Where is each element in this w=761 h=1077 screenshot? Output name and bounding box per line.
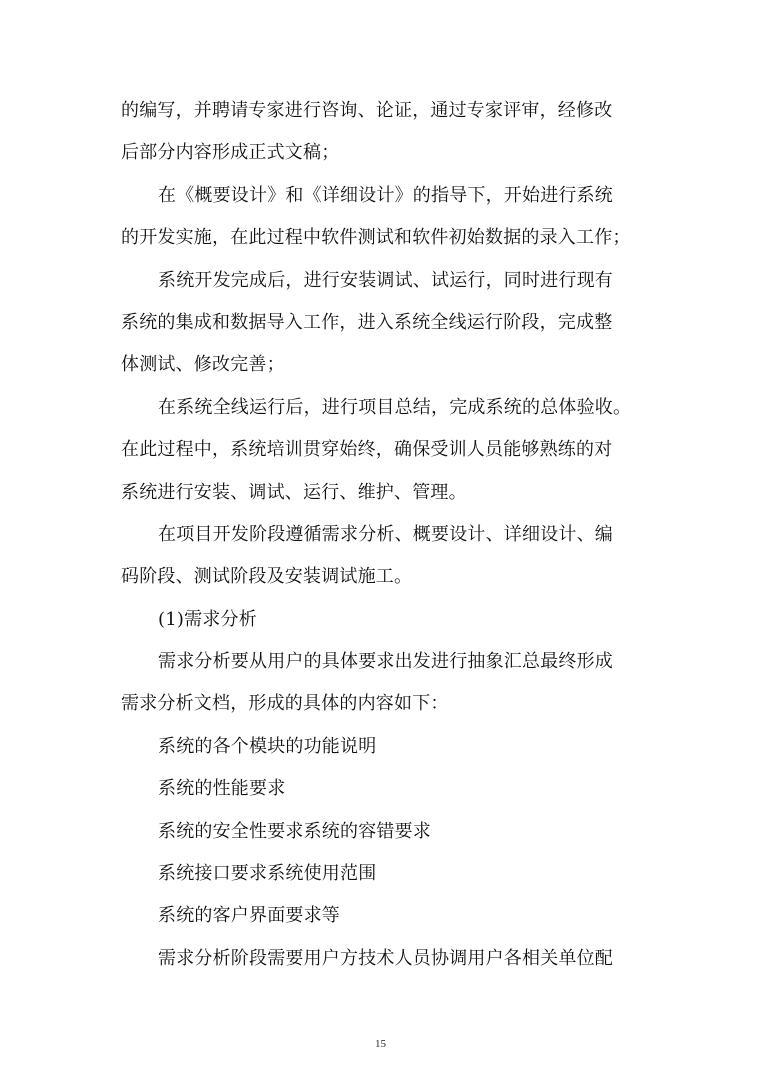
list-item-4: 系统接口要求系统使用范围	[158, 863, 377, 885]
text-line-7: 体测试、修改完善；	[121, 354, 285, 376]
text-line-1: 的编写，并聘请专家进行咨询、论证，通过专家评审，经修改	[121, 100, 613, 121]
text-line-4: 的开发实施，在此过程中软件测试和软件初始数据的录入工作；	[121, 227, 631, 249]
text-line-3: 在《概要设计》和《详细设计》的指导下，开始进行系统	[158, 184, 613, 206]
text-line-10: 系统进行安装、调试、运行、维护、管理。	[121, 481, 467, 503]
text-line-2: 后部分内容形成正式文稿；	[121, 142, 340, 164]
page-number: 15	[375, 1038, 386, 1050]
text-line-15: 需求分析文档，形成的具体的内容如下：	[121, 693, 449, 715]
list-item-2: 系统的性能要求	[158, 778, 286, 800]
text-line-12: 码阶段、测试阶段及安装调试施工。	[121, 566, 413, 588]
text-line-21: 需求分析阶段需要用户方技术人员协调用户各相关单位配	[158, 947, 613, 969]
text-line-9: 在此过程中，系统培训贯穿始终，确保受训人员能够熟练的对	[121, 439, 613, 461]
text-line-11: 在项目开发阶段遵循需求分析、概要设计、详细设计、编	[158, 523, 613, 545]
list-item-1: 系统的各个模块的功能说明	[158, 735, 377, 757]
text-line-5: 系统开发完成后，进行安装调试、试运行，同时进行现有	[158, 269, 613, 291]
section-heading: (1)需求分析	[158, 608, 257, 630]
text-line-14: 需求分析要从用户的具体要求出发进行抽象汇总最终形成	[158, 651, 613, 673]
text-line-8: 在系统全线运行后，进行项目总结，完成系统的总体验收。	[158, 396, 632, 418]
body-text	[121, 90, 641, 980]
list-item-5: 系统的客户界面要求等	[158, 905, 340, 927]
text-line-6: 系统的集成和数据导入工作，进入系统全线运行阶段，完成整	[121, 311, 613, 333]
list-item-3: 系统的安全性要求系统的容错要求	[158, 820, 431, 842]
